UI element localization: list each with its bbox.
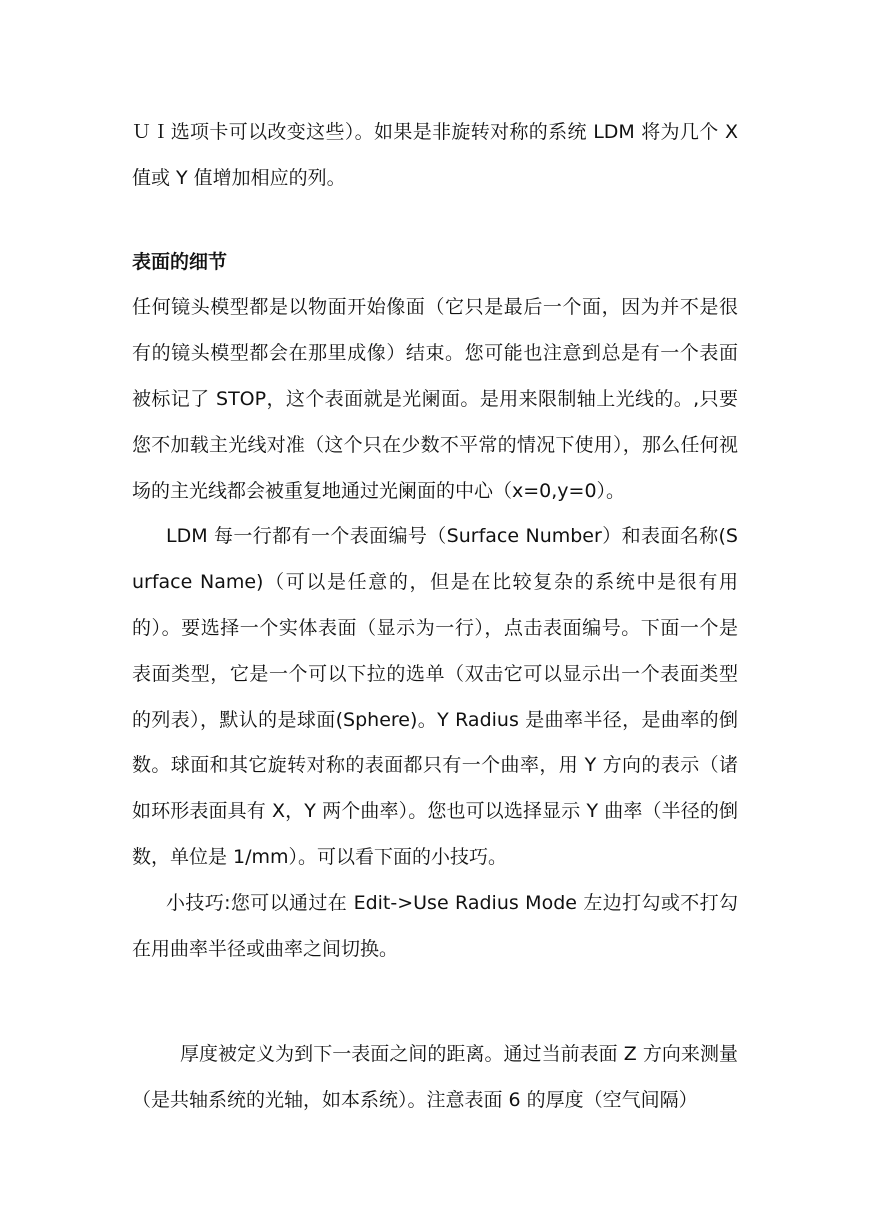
- paragraph-spacer: [132, 202, 738, 240]
- paragraph-lens-model: 任何镜头模型都是以物面开始像面（它只是最后一个面，因为并不是很有的镜头模型都会在那里成像）结束。您可能也注意到总是有一个表面被标记了 STOP，这个表面就是光阑面。是用来限制轴上光线的。,只要您不加载主光线对准（这个只在少数不平常的情况下使用），那么任何视场的主光线都会被重复地通过光阑面的中心（x=0,y=0）。: [132, 296, 738, 502]
- document-body: [132, 110, 738, 1124]
- paragraph-tip: 小技巧:您可以通过在 Edit->Use Radius Mode 左边打勾或不打勾在用曲率半径或曲率之间切换。: [132, 891, 738, 960]
- paragraph-thickness: 厚度被定义为到下一表面之间的距离。通过当前表面 Z 方向来测量（是共轴系统的光轴，如本系统）。注意表面 6 的厚度（空气间隔）: [132, 1043, 738, 1112]
- paragraph-ldm-rows: LDM 每一行都有一个表面编号（Surface Number）和表面名称(Surface Name)（可以是任意的，但是在比较复杂的系统中是很有用的）。要选择一个实体表面（显示为一行），点击表面编号。下面一个是表面类型，它是一个可以下拉的选单（双击它可以显示出一个表面类型的列表），默认的是球面(Sphere)。Y Radius 是曲率半径，是曲率的倒数。球面和其它旋转对称的表面都只有一个曲率，用 Y 方向的表示（诸如环形表面具有 X，Y 两个曲率）。您也可以选择显示 Y 曲率（半径的倒数，单位是 1/mm）。可以看下面的小技巧。: [132, 525, 738, 868]
- paragraph-spacer: [132, 972, 738, 1032]
- section-heading: 表面的细节: [132, 250, 228, 273]
- paragraph-intro: ＵＩ选项卡可以改变这些）。如果是非旋转对称的系统 LDM 将为几个 X 值或 Y 值增加相应的列。: [132, 121, 738, 189]
